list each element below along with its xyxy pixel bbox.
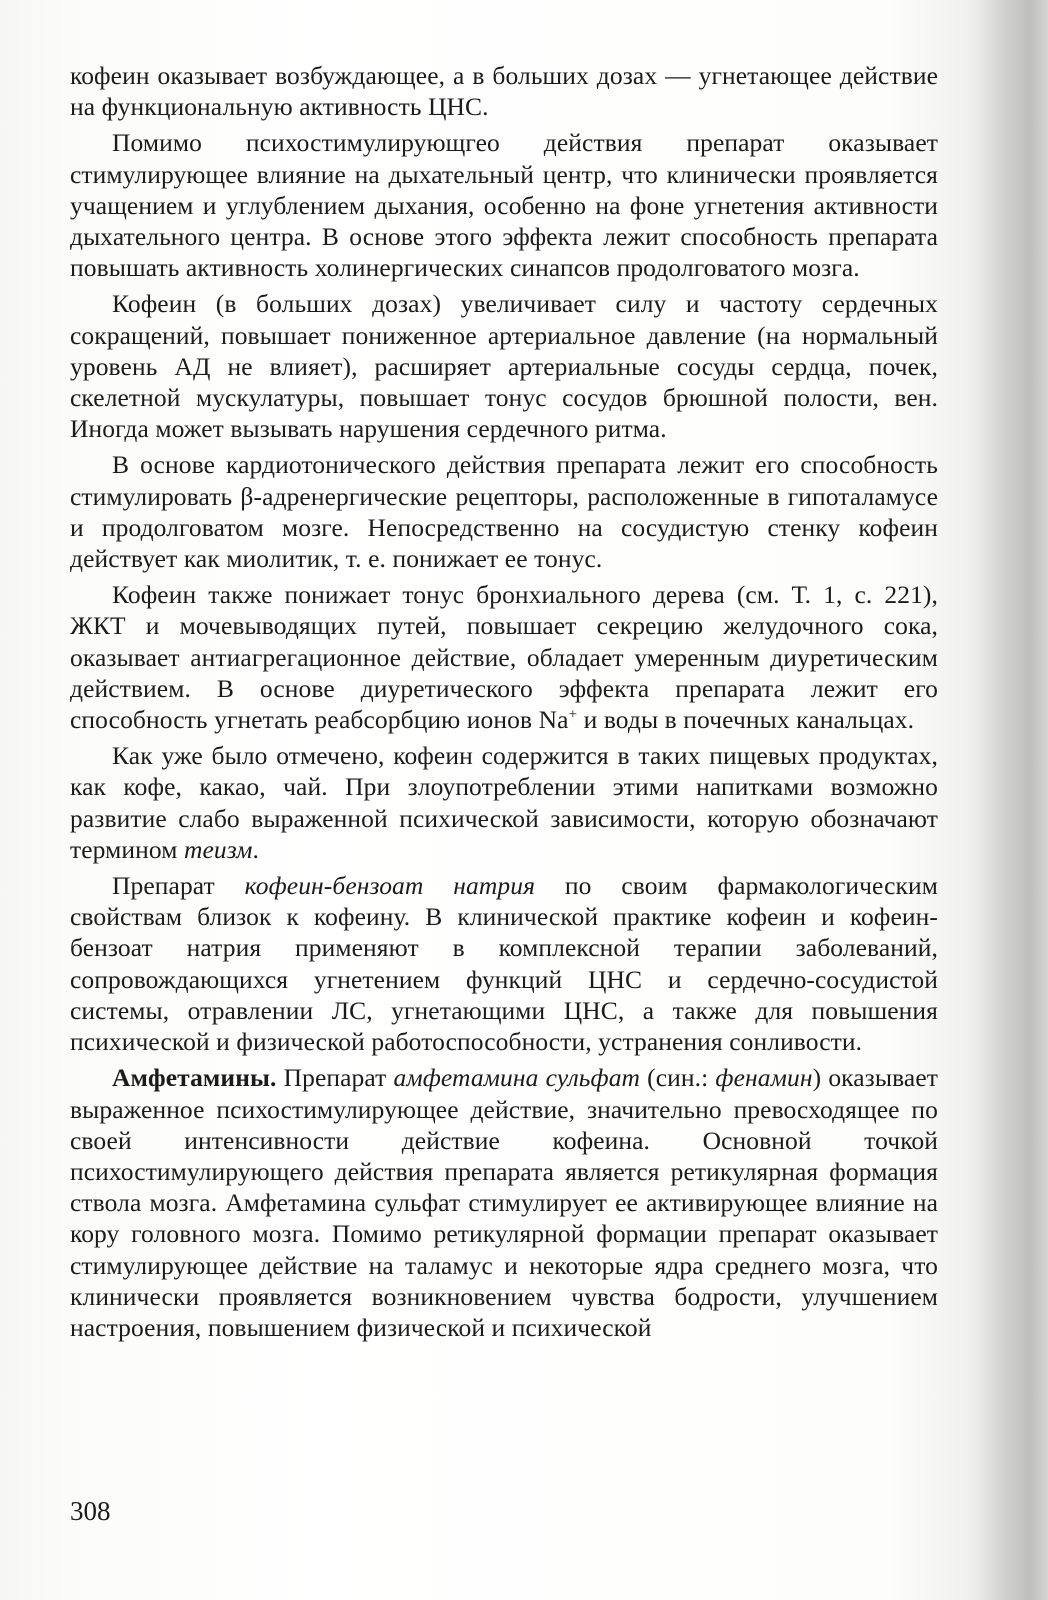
paragraph-2	[70, 288, 938, 444]
text-run: .	[252, 834, 259, 864]
paragraph-6	[70, 870, 938, 1057]
text-run: ) оказывает выраженное психостимулирующее действие, значительно превосходящее по своей интенсивности действие кофеина. Основной точкой психостимулирующего действия препарата является ретикулярная формация ствола мозга. Амфетамина сульфат стимулирует ее активирующее влияние на кору головного мозга. Помимо ретикулярной формации препарат оказывает стимулирующее действие на таламус и некоторые ядра среднего мозга, что клинически проявляется возникновением чувства бодрости, улучшением настроения, повышением физической и психической	[70, 1063, 938, 1342]
page-number: 308	[70, 1496, 111, 1526]
paragraph-0	[70, 60, 938, 122]
text-run: Амфетамины.	[112, 1063, 277, 1093]
text-run: амфетамина сульфат	[393, 1063, 641, 1093]
page-edge-shadow	[978, 0, 1048, 1600]
paragraph-5	[70, 740, 938, 865]
body-text	[70, 60, 938, 1343]
paragraph-1	[70, 127, 938, 283]
text-run: Помимо психостимулирующгео действия препарат оказывает стимулирующее влияние на дыхательный центр, что клинически проявляется учащением и углублением дыхания, особенно на фоне угнетения активности дыхательного центра. В основе этого эффекта лежит способность препарата повышать активность холинергических синапсов продолговатого мозга.	[70, 128, 938, 283]
text-run: В основе кардиотонического действия препарата лежит его способность стимулировать β-адренергические рецепторы, расположенные в гипоталамусе и продолговатом мозге. Непосредственно на сосудистую стенку кофеин действует как миолитик, т. е. понижает ее тонус.	[70, 450, 938, 574]
text-run: по своим фармакологическим свойствам близок к кофеину. В клинической практике кофеин и кофеин-бензоат натрия применяют в комплексной терапии заболеваний, сопровождающихся угнетением функций ЦНС и сердечно-сосудистой системы, отравлении ЛС, угнетающими ЦНС, а также для повышения психической и физической работоспособности, устранения сонливости.	[70, 871, 938, 1057]
text-run: +	[568, 706, 578, 723]
text-run: Кофеин (в больших дозах) увеличивает силу и частоту сердечных сокращений, повышает пониженное артериальное давление (на нормальный уровень АД не влияет), расширяет артериальные сосуды сердца, почек, скелетной мускулатуры, повышает тонус сосудов брюшной полости, вен. Иногда может вызывать нарушения сердечного ритма.	[70, 289, 938, 444]
text-run: кофеин-бензоат натрия	[244, 871, 536, 901]
paragraph-3	[70, 449, 938, 574]
paragraph-4	[70, 579, 938, 735]
text-run: фенамин	[715, 1063, 813, 1093]
text-run: Препарат	[276, 1063, 394, 1093]
text-run: кофеин оказывает возбуждающее, а в больших дозах — угнетающее действие на функциональную активность ЦНС.	[70, 61, 938, 122]
text-run: теизм	[183, 834, 253, 864]
text-run: Кофеин также понижает тонус бронхиального дерева (см. Т. 1, с. 221), ЖКТ и мочевыводящих путей, повышает секрецию желудочного сока, оказывает антиагрегационное действие, обладает умеренным диуретическим действием. В основе диуретического эффекта препарата лежит его способность угнетать реабсорбцию ионов Na	[70, 580, 938, 735]
text-run: и воды в почечных канальцах.	[577, 705, 915, 735]
text-run: Как уже было отмечено, кофеин содержится в таких пищевых продуктах, как кофе, какао, чай. При злоупотреблении этими напитками возможно развитие слабо выраженной психической зависимости, которую обозначают термином	[70, 741, 938, 864]
text-run: (син.:	[640, 1063, 716, 1093]
text-run: Препарат	[112, 871, 245, 901]
paragraph-7	[70, 1062, 938, 1343]
